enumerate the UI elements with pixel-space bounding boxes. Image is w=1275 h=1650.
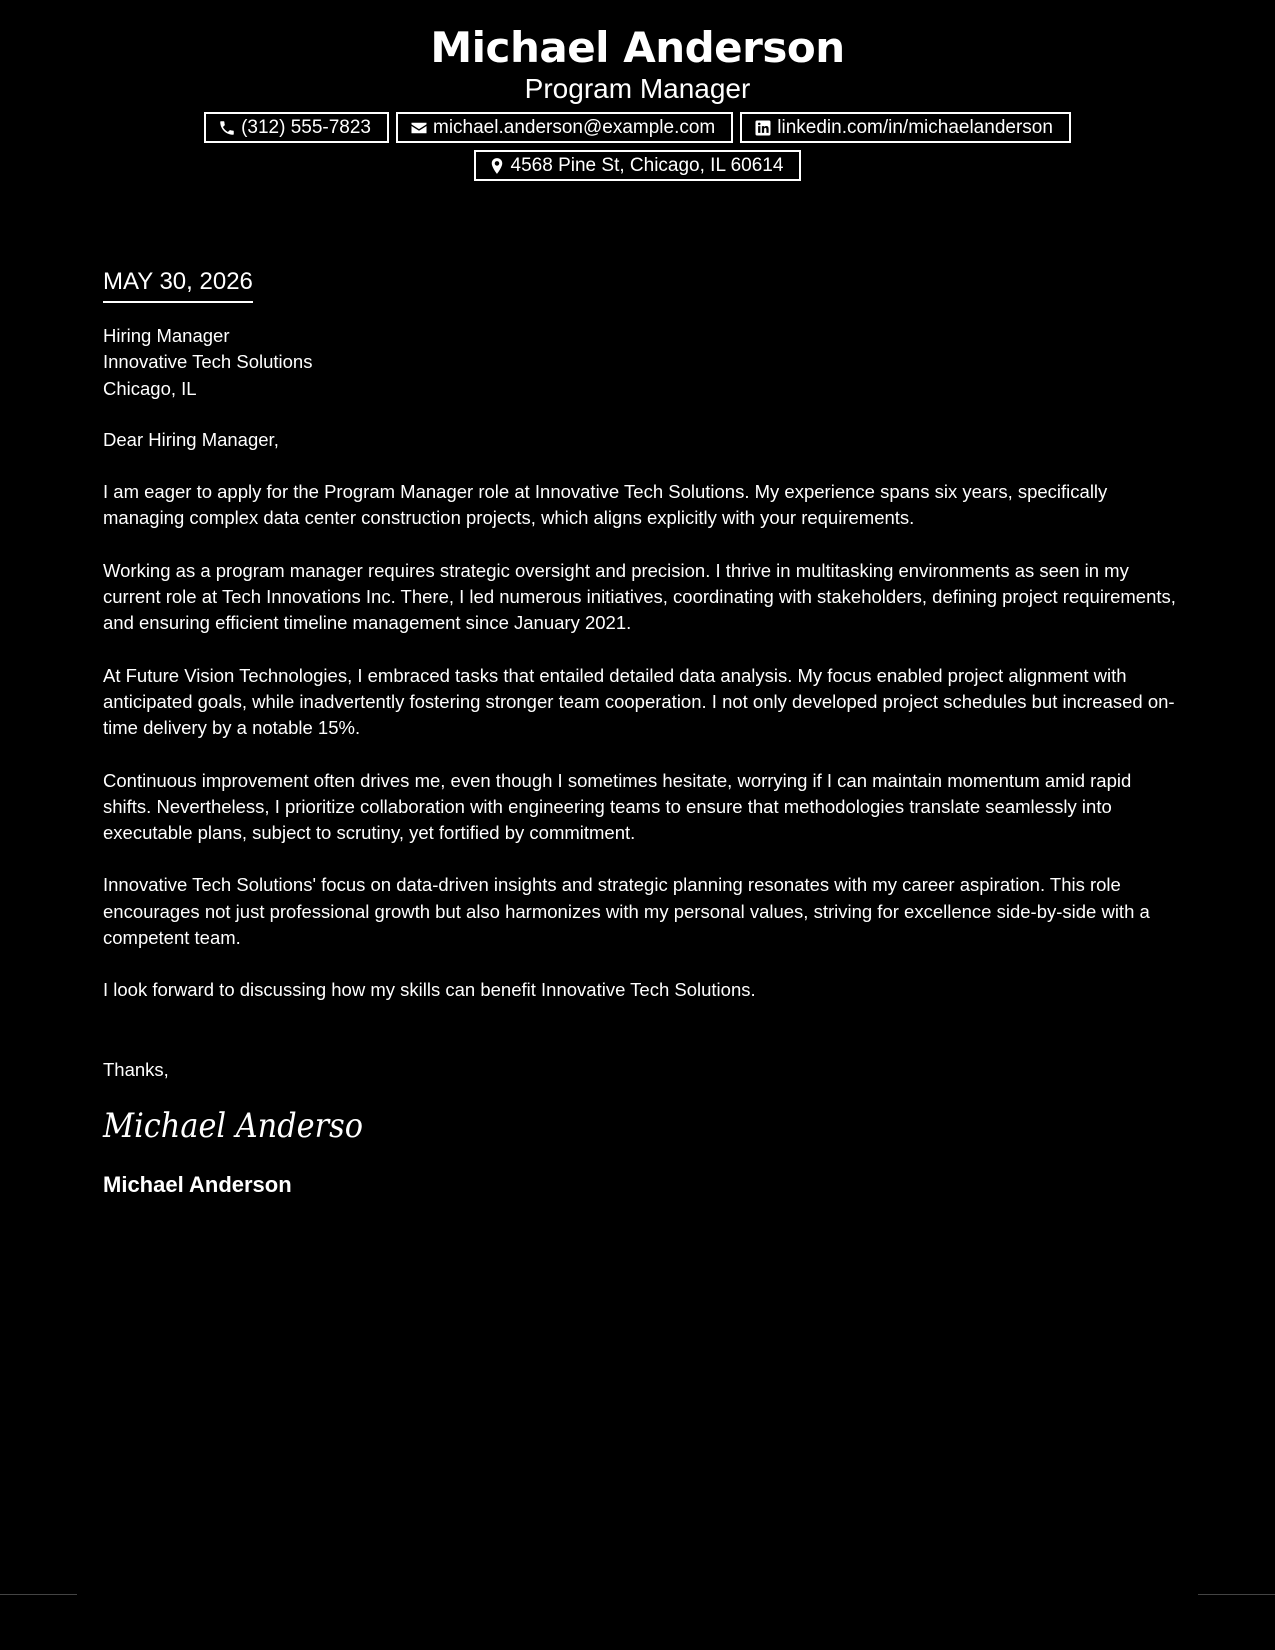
- contact-address[interactable]: [474, 150, 802, 181]
- letter-body: [103, 266, 1183, 1199]
- applicant-name: Michael Anderson: [430, 23, 845, 72]
- contact-email[interactable]: [396, 112, 733, 143]
- contact-phone[interactable]: [204, 112, 389, 143]
- applicant-title: Program Manager: [524, 73, 751, 104]
- body-paragraph: I look forward to discussing how my skills can benefit Innovative Tech Solutions.: [103, 979, 756, 1001]
- signed-name: Michael Anderson: [103, 1171, 292, 1197]
- letter-date: MAY 30, 2026: [103, 266, 253, 303]
- recipient-company: Innovative Tech Solutions: [103, 351, 313, 373]
- footer-rule-left: [0, 1594, 77, 1595]
- phone-icon: [218, 119, 236, 137]
- recipient-location: Chicago, IL: [103, 377, 197, 399]
- envelope-icon: [410, 119, 428, 137]
- contact-row: [0, 150, 1275, 181]
- salutation: Dear Hiring Manager,: [103, 428, 279, 450]
- recipient-name: Hiring Manager: [103, 325, 230, 346]
- body-paragraph: Working as a program manager requires strategic oversight and precision. I thrive in multitasking environments as seen in my current role at Tech Innovations Inc. There, I led numerous initiatives, coordinating with stakeholders, defining project requirements, and ensuring efficient timeline management since January 2021.: [103, 559, 1176, 634]
- phone-text: (312) 555-7823: [241, 116, 371, 138]
- recipient-block: [103, 323, 1183, 402]
- closing: Thanks,: [103, 1058, 169, 1080]
- map-marker-icon: [488, 157, 506, 175]
- body-paragraph: I am eager to apply for the Program Manager role at Innovative Tech Solutions. My experience spans six years, specifically managing complex data center construction projects, which aligns explicitly with your requirements.: [103, 481, 1108, 529]
- linkedin-text: linkedin.com/in/michaelanderson: [777, 116, 1053, 138]
- email-text: michael.anderson@example.com: [433, 116, 716, 138]
- letter-header: [0, 22, 1275, 181]
- address-text: 4568 Pine St, Chicago, IL 60614: [510, 154, 784, 176]
- footer-rule-right: [1198, 1594, 1275, 1595]
- contact-linkedin[interactable]: [740, 112, 1071, 143]
- body-paragraph: At Future Vision Technologies, I embraced tasks that entailed detailed data analysis. My focus enabled project alignment with anticipated goals, while inadvertently fostering stronger team cooperation. I not only developed project schedules but increased on-time delivery by a notable 15%.: [103, 664, 1175, 739]
- body-paragraph: Innovative Tech Solutions' focus on data-driven insights and strategic planning resonates with my career aspiration. This role encourages not just professional growth but also harmonizes with my personal values, striving for excellence side-by-side with a competent team.: [103, 874, 1150, 949]
- body-paragraph: Continuous improvement often drives me, even though I sometimes hesitate, worrying if I can maintain momentum amid rapid shifts. Nevertheless, I prioritize collaboration with engineering teams to ensure that methodologies translate seamlessly into executable plans, subject to scrutiny, yet fortified by commitment.: [103, 769, 1132, 844]
- handwritten-signature: [101, 1101, 371, 1149]
- linkedin-icon: [754, 119, 772, 137]
- signature-glyphs: Michael Anderso: [102, 1105, 363, 1146]
- contact-row: [0, 112, 1275, 143]
